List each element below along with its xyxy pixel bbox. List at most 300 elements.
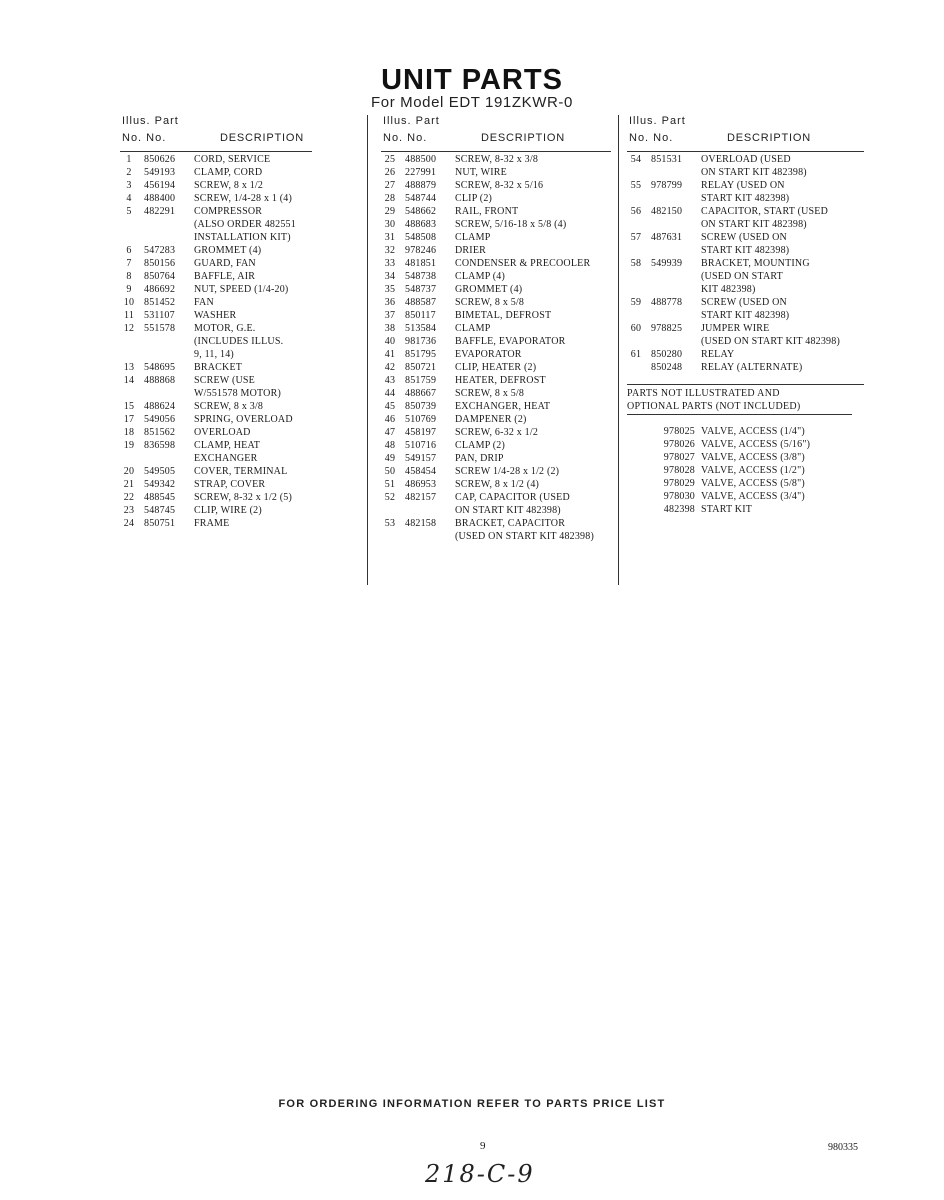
part-description: HEATER, DEFROST <box>455 375 546 386</box>
part-number: 549939 <box>651 258 683 269</box>
part-description: ON START KIT 482398) <box>701 219 807 230</box>
table-row <box>381 426 611 439</box>
optional-parts-list <box>627 425 864 516</box>
part-description: BRACKET, MOUNTING <box>701 258 810 269</box>
table-row <box>381 166 611 179</box>
table-row <box>627 283 864 296</box>
table-row <box>381 270 611 283</box>
part-number <box>651 335 701 348</box>
column-header <box>120 115 312 151</box>
page-number: 9 <box>480 1140 486 1152</box>
part-number: 851795 <box>405 349 437 360</box>
part-number: 850751 <box>144 518 176 529</box>
table-row <box>120 322 312 335</box>
part-description: SCREW, 8-32 x 5/16 <box>455 180 544 191</box>
notes-heading <box>627 384 864 413</box>
table-row <box>120 153 312 166</box>
part-number: 227991 <box>405 167 437 178</box>
illus-number: 40 <box>384 336 396 347</box>
part-description: GUARD, FAN <box>194 258 256 269</box>
part-description: VALVE, ACCESS (5/8") <box>701 478 805 489</box>
illus-number: 7 <box>126 258 132 269</box>
part-description: KIT 482398) <box>701 284 756 295</box>
table-row <box>627 438 864 451</box>
table-row <box>627 270 864 283</box>
table-row <box>120 192 312 205</box>
table-row <box>381 452 611 465</box>
table-row <box>120 166 312 179</box>
part-description: CONDENSER & PRECOOLER <box>455 258 591 269</box>
part-number: 850117 <box>405 310 436 321</box>
illus-number: 23 <box>123 505 135 516</box>
part-description: OVERLOAD (USED <box>701 154 791 165</box>
illus-number: 56 <box>630 206 642 217</box>
illus-number: 21 <box>123 479 135 490</box>
table-row <box>627 464 864 477</box>
header-no: No. No. <box>122 132 167 144</box>
illus-number: 31 <box>384 232 396 243</box>
illus-number: 41 <box>384 349 396 360</box>
part-number: 548745 <box>144 505 176 516</box>
table-row <box>120 270 312 283</box>
part-number: 548737 <box>405 284 437 295</box>
part-description: DRIER <box>455 245 486 256</box>
table-row <box>381 192 611 205</box>
part-number: 978026 <box>663 439 695 450</box>
part-description: CLIP (2) <box>455 193 493 204</box>
part-description: VALVE, ACCESS (5/16") <box>701 439 811 450</box>
table-row <box>120 400 312 413</box>
table-row <box>120 465 312 478</box>
illus-number: 35 <box>384 284 396 295</box>
header-rule <box>120 151 312 152</box>
illus-number: 42 <box>384 362 396 373</box>
illus-number: 15 <box>123 401 135 412</box>
part-number: 487631 <box>651 232 683 243</box>
table-row <box>120 257 312 270</box>
part-number <box>651 192 701 205</box>
row-spacer <box>627 490 651 503</box>
part-description: SCREW, 8-32 x 1/2 (5) <box>194 492 292 503</box>
part-number <box>651 270 701 283</box>
part-description: BAFFLE, EVAPORATOR <box>455 336 566 347</box>
column-header <box>627 115 864 151</box>
part-description: START KIT 482398) <box>701 310 790 321</box>
part-number: 547283 <box>144 245 176 256</box>
table-row <box>627 296 864 309</box>
part-number: 850280 <box>651 349 683 360</box>
part-description: ON START KIT 482398) <box>701 167 807 178</box>
table-row <box>627 205 864 218</box>
part-description: SCREW, 5/16-18 x 5/8 (4) <box>455 219 567 230</box>
illus-number <box>120 335 144 348</box>
part-description: SCREW, 8-32 x 3/8 <box>455 154 539 165</box>
column-divider <box>367 115 368 585</box>
illus-number: 38 <box>384 323 396 334</box>
document-number: 980335 <box>828 1142 858 1153</box>
table-row <box>627 361 864 374</box>
table-row <box>120 413 312 426</box>
part-description: CORD, SERVICE <box>194 154 271 165</box>
part-description: RELAY (ALTERNATE) <box>701 362 803 373</box>
part-number: 978027 <box>663 452 695 463</box>
row-spacer <box>627 425 651 438</box>
illus-number <box>627 270 651 283</box>
illus-number <box>627 309 651 322</box>
part-number: 488624 <box>144 401 176 412</box>
part-number: 482398 <box>663 504 695 515</box>
header-no: No. No. <box>629 132 674 144</box>
part-description: (INCLUDES ILLUS. <box>194 336 284 347</box>
part-description: CLAMP <box>455 232 491 243</box>
part-number <box>405 530 455 543</box>
illus-number: 44 <box>384 388 396 399</box>
table-row <box>120 244 312 257</box>
part-number: 850156 <box>144 258 176 269</box>
part-description: CAP, CAPACITOR (USED <box>455 492 570 503</box>
part-number: 978246 <box>405 245 437 256</box>
illus-number: 46 <box>384 414 396 425</box>
illus-number: 10 <box>123 297 135 308</box>
illus-number: 37 <box>384 310 396 321</box>
table-row <box>627 451 864 464</box>
table-row <box>627 477 864 490</box>
part-number: 836598 <box>144 440 176 451</box>
illus-number <box>627 192 651 205</box>
part-number: 548695 <box>144 362 176 373</box>
table-row <box>381 361 611 374</box>
part-description: CLIP, WIRE (2) <box>194 505 262 516</box>
part-description: RELAY (USED ON <box>701 180 785 191</box>
parts-list <box>627 153 864 374</box>
header-no: No. No. <box>383 132 428 144</box>
part-number: 850721 <box>405 362 437 373</box>
part-description: STRAP, COVER <box>194 479 266 490</box>
illus-number <box>627 244 651 257</box>
part-number: 548508 <box>405 232 437 243</box>
header-illus-part: Illus. Part <box>629 115 686 127</box>
table-row <box>381 231 611 244</box>
illus-number: 34 <box>384 271 396 282</box>
part-number: 549342 <box>144 479 176 490</box>
table-row <box>627 192 864 205</box>
table-row <box>381 348 611 361</box>
illus-number: 33 <box>384 258 396 269</box>
part-number: 851452 <box>144 297 176 308</box>
illus-number <box>120 348 144 361</box>
illus-number: 50 <box>384 466 396 477</box>
illus-number: 3 <box>126 180 132 191</box>
part-number: 488667 <box>405 388 437 399</box>
table-row <box>120 348 312 361</box>
table-row <box>381 400 611 413</box>
part-number: 978029 <box>663 478 695 489</box>
table-row <box>381 439 611 452</box>
illus-number <box>120 218 144 231</box>
header-description: DESCRIPTION <box>481 132 565 144</box>
part-description: CLAMP (2) <box>455 440 506 451</box>
part-description: CLIP, HEATER (2) <box>455 362 537 373</box>
part-description: BRACKET <box>194 362 243 373</box>
part-description: COVER, TERMINAL <box>194 466 288 477</box>
part-number <box>405 504 455 517</box>
notes-rule <box>627 414 852 415</box>
table-row <box>381 374 611 387</box>
illus-number: 48 <box>384 440 396 451</box>
illus-number: 14 <box>123 375 135 386</box>
illus-number: 24 <box>123 518 135 529</box>
part-description: START KIT <box>701 504 753 515</box>
part-description: CLAMP (4) <box>455 271 506 282</box>
illus-number: 49 <box>384 453 396 464</box>
illus-number: 52 <box>384 492 396 503</box>
part-description: (ALSO ORDER 482551 <box>194 219 296 230</box>
part-description: RELAY <box>701 349 735 360</box>
parts-list <box>120 153 312 530</box>
part-description: START KIT 482398) <box>701 245 790 256</box>
part-description: PAN, DRIP <box>455 453 504 464</box>
illus-number: 18 <box>123 427 135 438</box>
table-row <box>381 465 611 478</box>
part-number: 548662 <box>405 206 437 217</box>
part-number: 981736 <box>405 336 437 347</box>
notes-heading-line-2: OPTIONAL PARTS (NOT INCLUDED) <box>627 401 801 412</box>
part-number: 456194 <box>144 180 176 191</box>
part-number <box>144 387 194 400</box>
part-number: 482150 <box>651 206 683 217</box>
table-row <box>381 283 611 296</box>
part-description: EXCHANGER <box>194 453 258 464</box>
part-number <box>651 166 701 179</box>
part-description: BIMETAL, DEFROST <box>455 310 552 321</box>
part-description: VALVE, ACCESS (1/2") <box>701 465 805 476</box>
part-description: SCREW, 8 x 5/8 <box>455 297 525 308</box>
part-description: SCREW (USED ON <box>701 297 787 308</box>
table-row <box>381 517 611 530</box>
model-subtitle: For Model EDT 191ZKWR-0 <box>371 94 573 111</box>
table-row <box>381 530 611 543</box>
table-row <box>120 504 312 517</box>
table-row <box>381 387 611 400</box>
illus-number: 29 <box>384 206 396 217</box>
illus-number: 61 <box>630 349 642 360</box>
part-description: FRAME <box>194 518 230 529</box>
part-description: SCREW, 8 x 1/2 <box>194 180 264 191</box>
part-number: 850739 <box>405 401 437 412</box>
parts-list <box>381 153 611 543</box>
part-number: 488879 <box>405 180 437 191</box>
part-number: 510716 <box>405 440 437 451</box>
part-number: 513584 <box>405 323 437 334</box>
illus-number: 36 <box>384 297 396 308</box>
part-description: INSTALLATION KIT) <box>194 232 291 243</box>
table-row <box>381 504 611 517</box>
illus-number <box>381 504 405 517</box>
table-row <box>627 425 864 438</box>
table-row <box>627 257 864 270</box>
column-header <box>381 115 611 151</box>
illus-number: 6 <box>126 245 132 256</box>
part-description: START KIT 482398) <box>701 193 790 204</box>
part-description: COMPRESSOR <box>194 206 263 217</box>
part-number: 851531 <box>651 154 683 165</box>
part-number: 851562 <box>144 427 176 438</box>
illus-number: 59 <box>630 297 642 308</box>
table-row <box>120 374 312 387</box>
table-row <box>627 179 864 192</box>
table-row <box>120 205 312 218</box>
part-description: DAMPENER (2) <box>455 414 527 425</box>
illus-number: 27 <box>384 180 396 191</box>
part-description: (USED ON START <box>701 271 783 282</box>
table-row <box>120 426 312 439</box>
part-description: VALVE, ACCESS (3/4") <box>701 491 805 502</box>
part-number: 458454 <box>405 466 437 477</box>
part-number <box>651 309 701 322</box>
table-row <box>120 491 312 504</box>
part-description: NUT, SPEED (1/4-20) <box>194 284 289 295</box>
part-description: CLAMP, HEAT <box>194 440 261 451</box>
illus-number: 2 <box>126 167 132 178</box>
part-description: WASHER <box>194 310 237 321</box>
illus-number: 5 <box>126 206 132 217</box>
part-number: 482158 <box>405 518 437 529</box>
table-row <box>627 166 864 179</box>
table-row <box>120 309 312 322</box>
part-number <box>651 283 701 296</box>
part-description: MOTOR, G.E. <box>194 323 256 334</box>
table-row <box>381 478 611 491</box>
part-number: 488587 <box>405 297 437 308</box>
illus-number: 60 <box>630 323 642 334</box>
part-number: 551578 <box>144 323 176 334</box>
part-description: (USED ON START KIT 482398) <box>701 336 840 347</box>
table-row <box>381 335 611 348</box>
part-description: SPRING, OVERLOAD <box>194 414 293 425</box>
illus-number: 32 <box>384 245 396 256</box>
part-number: 482291 <box>144 206 176 217</box>
part-description: SCREW, 8 x 5/8 <box>455 388 525 399</box>
illus-number <box>381 530 405 543</box>
row-spacer <box>627 503 651 516</box>
table-row <box>381 491 611 504</box>
part-number <box>144 231 194 244</box>
part-description: SCREW (USE <box>194 375 255 386</box>
part-description: W/551578 MOTOR) <box>194 388 281 399</box>
illus-number: 17 <box>123 414 135 425</box>
part-number: 851759 <box>405 375 437 386</box>
part-description: GROMMET (4) <box>455 284 523 295</box>
part-number: 548738 <box>405 271 437 282</box>
table-row <box>120 296 312 309</box>
illus-number: 11 <box>123 310 135 321</box>
table-row <box>627 490 864 503</box>
table-row <box>627 503 864 516</box>
table-row <box>120 387 312 400</box>
part-description: CAPACITOR, START (USED <box>701 206 829 217</box>
part-number <box>144 218 194 231</box>
table-row <box>381 296 611 309</box>
notes-heading-line-1: PARTS NOT ILLUSTRATED AND <box>627 388 780 399</box>
table-row <box>627 218 864 231</box>
table-row <box>627 335 864 348</box>
part-description: 9, 11, 14) <box>194 349 234 360</box>
row-spacer <box>627 451 651 464</box>
part-number: 978025 <box>663 426 695 437</box>
part-description: SCREW, 6-32 x 1/2 <box>455 427 539 438</box>
part-number: 549505 <box>144 466 176 477</box>
table-row <box>120 517 312 530</box>
part-number <box>144 452 194 465</box>
row-spacer <box>627 438 651 451</box>
illus-number: 28 <box>384 193 396 204</box>
header-illus-part: Illus. Part <box>383 115 440 127</box>
illus-number: 57 <box>630 232 642 243</box>
table-row <box>381 153 611 166</box>
table-row <box>120 218 312 231</box>
part-description: BAFFLE, AIR <box>194 271 256 282</box>
part-number: 549157 <box>405 453 437 464</box>
part-number: 978030 <box>663 491 695 502</box>
part-description: SCREW 1/4-28 x 1/2 (2) <box>455 466 560 477</box>
part-number: 482157 <box>405 492 437 503</box>
part-description: VALVE, ACCESS (1/4") <box>701 426 805 437</box>
table-row <box>627 309 864 322</box>
page-title: UNIT PARTS <box>381 64 563 96</box>
illus-number <box>120 387 144 400</box>
table-row <box>120 439 312 452</box>
illus-number: 53 <box>384 518 396 529</box>
illus-number <box>627 361 651 374</box>
part-description: ON START KIT 482398) <box>455 505 561 516</box>
part-description: JUMPER WIRE <box>701 323 770 334</box>
part-number: 549056 <box>144 414 176 425</box>
illus-number: 9 <box>126 284 132 295</box>
illus-number: 19 <box>123 440 135 451</box>
part-description: SCREW, 1/4-28 x 1 (4) <box>194 193 292 204</box>
table-row <box>120 452 312 465</box>
part-number: 850764 <box>144 271 176 282</box>
table-row <box>120 283 312 296</box>
part-number: 510769 <box>405 414 437 425</box>
part-number: 486692 <box>144 284 176 295</box>
handwritten-note: 218-C-9 <box>425 1160 535 1188</box>
parts-column-2 <box>381 115 611 543</box>
ordering-footer: FOR ORDERING INFORMATION REFER TO PARTS PRICE LIST <box>278 1098 666 1110</box>
row-spacer <box>627 464 651 477</box>
part-number: 488683 <box>405 219 437 230</box>
illus-number <box>120 452 144 465</box>
part-description: NUT, WIRE <box>455 167 507 178</box>
column-divider <box>618 115 619 585</box>
part-number: 978799 <box>651 180 683 191</box>
part-number: 481851 <box>405 258 437 269</box>
part-number <box>144 335 194 348</box>
illus-number: 51 <box>384 479 396 490</box>
table-row <box>381 205 611 218</box>
part-description: VALVE, ACCESS (3/8") <box>701 452 805 463</box>
part-number: 488868 <box>144 375 176 386</box>
illus-number: 25 <box>384 154 396 165</box>
part-number: 488500 <box>405 154 437 165</box>
table-row <box>381 257 611 270</box>
part-number <box>651 244 701 257</box>
illus-number: 26 <box>384 167 396 178</box>
part-number <box>144 348 194 361</box>
part-description: GROMMET (4) <box>194 245 262 256</box>
table-row <box>381 309 611 322</box>
part-description: CLAMP, CORD <box>194 167 263 178</box>
